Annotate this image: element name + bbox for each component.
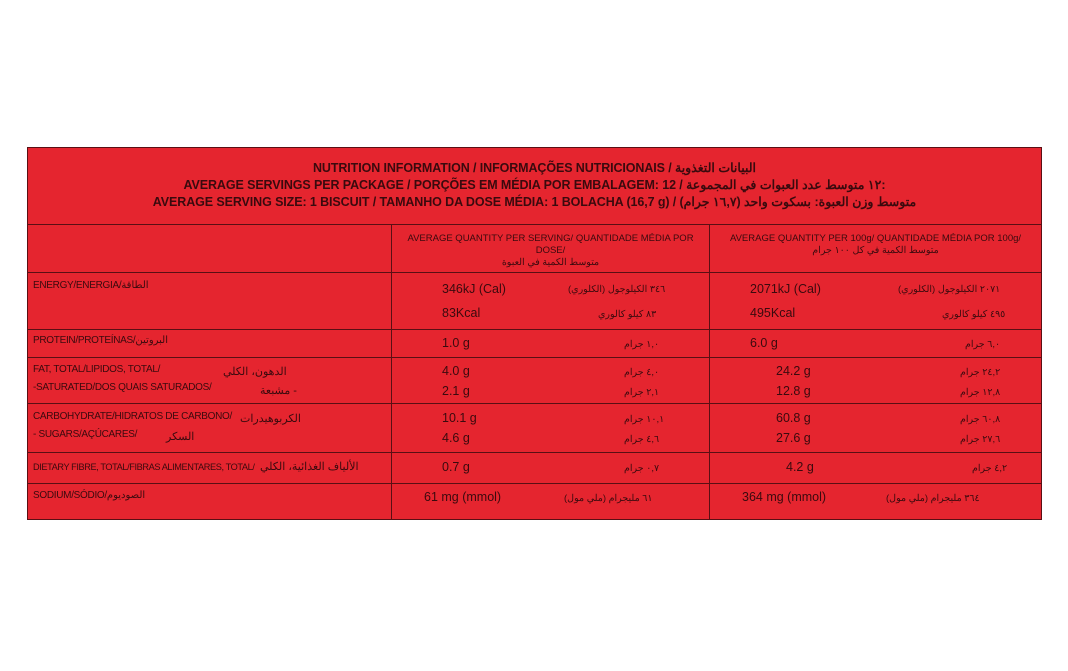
energy-serving-kj: 346kJ (Cal) [442, 282, 506, 296]
protein-100g-ar: ٦,٠ جرام [965, 339, 1001, 350]
nutrition-table [27, 147, 1042, 520]
carbohydrate-serving: 10.1 g [442, 411, 477, 425]
energy-100g-cell [710, 273, 1042, 330]
sodium-100g-cell [710, 484, 1042, 520]
fibre-100g-ar: ٤,٢ جرام [972, 463, 1008, 474]
sugars-100g: 27.6 g [776, 431, 811, 445]
fat-100g-ar: ٢٤,٢ جرام [960, 367, 1001, 378]
carbohydrate-label-cell [28, 404, 392, 453]
fat-100g: 24.2 g [776, 364, 811, 378]
nutrition-panel [27, 147, 1041, 520]
sodium-label-cell [28, 484, 392, 520]
fat-serving-cell [392, 358, 710, 404]
energy-100g-kcal-ar: ٤٩٥ كيلو كالوري [942, 309, 1006, 320]
saturated-serving: 2.1 g [442, 384, 470, 398]
fat-label-cell [28, 358, 392, 404]
fibre-label-cell [28, 453, 392, 484]
sugars-serving-ar: ٤,٦ جرام [624, 434, 660, 445]
per-serving-header [392, 225, 710, 273]
carbohydrate-label: CARBOHYDRATE/HIDRATOS DE CARBONO/ [33, 411, 233, 422]
energy-label: ENERGY/ENERGIA/الطاقة [33, 280, 149, 291]
carbohydrate-serving-ar: ١٠,١ جرام [624, 414, 665, 425]
sodium-serving: 61 mg (mmol) [424, 490, 502, 504]
saturated-label: -SATURATED/DOS QUAIS SATURADOS/ [33, 382, 212, 393]
energy-100g-kj-ar: ٢٠٧١ الكيلوجول (الكلوري) [898, 284, 1001, 295]
protein-label: PROTEIN/PROTEÍNAS/البروتين [33, 335, 169, 346]
sodium-serving-ar: ٦١ مليجرام (ملي مول) [564, 493, 653, 504]
energy-label-cell [28, 273, 392, 330]
sugars-label: - SUGARS/AÇÚCARES/ [33, 429, 138, 440]
table-row-protein [28, 330, 1042, 358]
servings-per-package: AVERAGE SERVINGS PER PACKAGE / PORÇÕES EM MÉDIA POR EMBALAGEM: 12 / ١٢ متوسط عدد العبوات في المجموعة: [183, 178, 886, 192]
sodium-100g-ar: ٣٦٤ مليجرام (ملي مول) [886, 493, 980, 504]
table-row-carbohydrate [28, 404, 1042, 453]
carbohydrate-100g-ar: ٦٠,٨ جرام [960, 414, 1001, 425]
sodium-label: SODIUM/SÓDIO/الصوديوم [33, 490, 146, 501]
energy-serving-kcal: 83Kcal [442, 306, 481, 320]
per-100g-header-ar: متوسط الكمية في كل ١٠٠ جرام [812, 245, 939, 256]
carbohydrate-serving-cell [392, 404, 710, 453]
blank-header [28, 225, 392, 273]
table-row-energy [28, 273, 1042, 330]
saturated-100g: 12.8 g [776, 384, 811, 398]
fat-label: FAT, TOTAL/LIPIDOS, TOTAL/ [33, 364, 161, 375]
energy-100g-kcal: 495Kcal [750, 306, 796, 320]
table-row-sodium [28, 484, 1042, 520]
fat-100g-cell [710, 358, 1042, 404]
nutrition-title: NUTRITION INFORMATION / INFORMAÇÕES NUTRICIONAIS / البيانات التغذوية [312, 161, 757, 175]
energy-serving-kcal-ar: ٨٣ كيلو كالوري [598, 309, 657, 320]
fat-serving: 4.0 g [442, 364, 470, 378]
sugars-100g-ar: ٢٧,٦ جرام [960, 434, 1001, 445]
energy-serving-kj-ar: ٣٤٦ الكيلوجول (الكلوري) [568, 284, 666, 295]
sodium-serving-cell [392, 484, 710, 520]
header-row [28, 148, 1042, 225]
fibre-100g-cell [710, 453, 1042, 484]
sugars-label-ar: السكر [166, 431, 195, 443]
fibre-serving-cell [392, 453, 710, 484]
fibre-100g: 4.2 g [786, 460, 814, 474]
saturated-label-ar: - مشبعة [260, 385, 297, 397]
per-100g-header-en: AVERAGE QUANTITY PER 100g/ QUANTIDADE MÉDIA POR 100g/ [729, 233, 1022, 244]
fibre-label-ar: الألياف الغذائية، الكلي [260, 461, 359, 473]
per-100g-header [710, 225, 1042, 273]
carbohydrate-100g: 60.8 g [776, 411, 811, 425]
table-row-fat [28, 358, 1042, 404]
protein-100g: 6.0 g [750, 336, 778, 350]
column-header-row [28, 225, 1042, 273]
fat-serving-ar: ٤,٠ جرام [624, 367, 660, 378]
fibre-serving: 0.7 g [442, 460, 470, 474]
carbohydrate-100g-cell [710, 404, 1042, 453]
fibre-serving-ar: ٠,٧ جرام [624, 463, 660, 474]
saturated-serving-ar: ٢,١ جرام [624, 387, 660, 398]
header-cell [28, 148, 1042, 225]
protein-100g-cell [710, 330, 1042, 358]
energy-serving-cell [392, 273, 710, 330]
saturated-100g-ar: ١٢,٨ جرام [960, 387, 1001, 398]
serving-size: AVERAGE SERVING SIZE: 1 BISCUIT / TAMANHO DA DOSE MÉDIA: 1 BOLACHA (16,7 g) / (١٦,٧ جرام) متوسط وزن العبوة: بسكوت واحد [152, 195, 917, 209]
fat-label-ar: الدهون، الكلي [223, 366, 287, 378]
protein-serving-ar: ١,٠ جرام [624, 339, 660, 350]
sugars-serving: 4.6 g [442, 431, 470, 445]
carbohydrate-label-ar: الكربوهيدرات [240, 413, 301, 425]
energy-100g-kj: 2071kJ (Cal) [750, 282, 821, 296]
protein-label-cell [28, 330, 392, 358]
protein-serving-cell [392, 330, 710, 358]
protein-serving: 1.0 g [442, 336, 470, 350]
fibre-label: DIETARY FIBRE, TOTAL/FIBRAS ALIMENTARES, TOTAL/ [33, 462, 255, 472]
per-serving-header-ar: متوسط الكمية في العبوة [501, 257, 600, 268]
table-row-fibre [28, 453, 1042, 484]
per-serving-header-en: AVERAGE QUANTITY PER SERVING/ QUANTIDADE MÉDIA POR DOSE/ [407, 233, 694, 256]
sodium-100g: 364 mg (mmol) [742, 490, 827, 504]
